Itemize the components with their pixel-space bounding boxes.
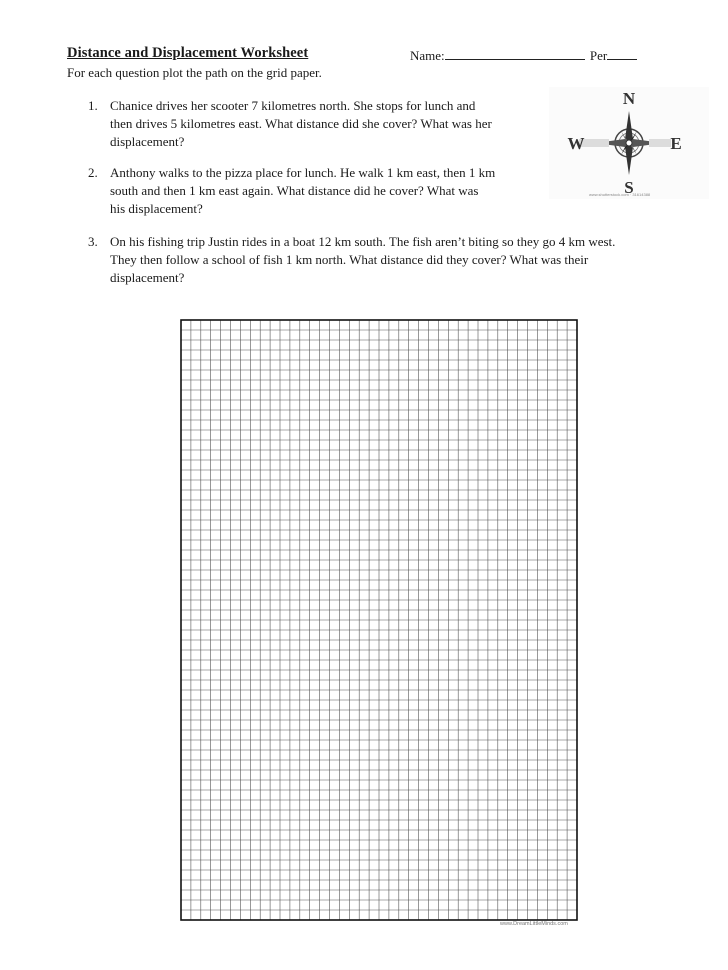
question-text-line: On his fishing trip Justin rides in a boat 12 km south. The fish aren’t biting so they go 4 km west. [110,234,616,249]
question-number: 2. [88,165,98,180]
name-label: Name: [410,48,445,63]
question-3 [88,233,616,287]
grid-svg [180,319,578,921]
per-label: Per [589,48,608,63]
question-text-line: south and then 1 km east again. What distance did he cover? What was [110,183,479,198]
graph-paper-grid[interactable] [180,319,578,921]
period-blank[interactable] [607,47,637,60]
question-text-line: his displacement? [110,201,203,216]
compass-rose-image [549,87,709,199]
compass-credit: www.shutterstock.com · 31614388 [589,192,651,197]
instructions: For each question plot the path on the grid paper. [67,65,322,80]
question-number: 1. [88,98,98,113]
compass-rose-icon [549,87,709,199]
question-1 [88,97,492,151]
question-text-line: then drives 5 kilometres east. What distance did she cover? What was her [110,116,492,131]
compass-south-label: S [624,178,634,197]
name-blank[interactable] [445,47,585,60]
question-text-line: Anthony walks to the pizza place for lunch. He walk 1 km east, then 1 km [110,165,496,180]
question-text-line: displacement? [110,134,185,149]
worksheet-title: Distance and Displacement Worksheet [67,45,309,61]
question-text-line: They then follow a school of fish 1 km north. What distance did they cover? What was their [110,252,589,267]
question-text-line: Chanice drives her scooter 7 kilometres north. She stops for lunch and [110,98,476,113]
name-per-line [410,47,637,64]
compass-west-label: W [567,134,585,153]
question-2 [88,164,496,218]
question-text-line: displacement? [110,270,185,285]
question-number: 3. [88,234,98,249]
grid-credit: www.DreamLittleMinds.com [500,921,568,927]
compass-north-label: N [622,89,636,108]
compass-east-label: E [670,134,682,153]
